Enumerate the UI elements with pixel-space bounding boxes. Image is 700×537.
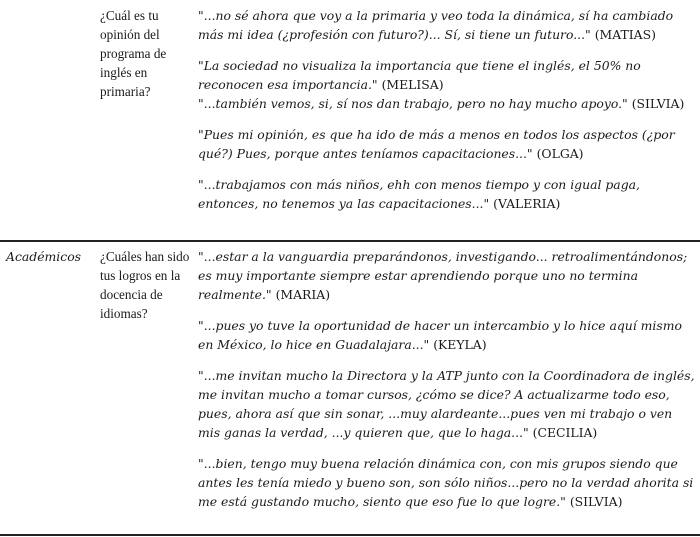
category-cell: Académicos xyxy=(6,249,82,264)
quote xyxy=(198,454,696,511)
quote-speaker: (CECILIA) xyxy=(532,425,598,440)
quote-speaker: (OLGA) xyxy=(536,146,584,161)
quote-text: "...pues yo tuve la oportunidad de hacer un intercambio y lo hice aquí mismo en México, lo hice en Guadalajara..." xyxy=(198,318,682,352)
quote-speaker: (SILVIA) xyxy=(569,494,623,509)
quote xyxy=(198,175,696,213)
quote-speaker: (VALERIA) xyxy=(493,196,561,211)
table-bottom-rule xyxy=(0,534,700,536)
quote-speaker: (MELISA) xyxy=(381,77,444,92)
quote-text: "...no sé ahora que voy a la primaria y veo toda la dinámica, sí ha cambiado más mi idea (¿profesión con futuro?)... Sí, si tiene un futuro..." xyxy=(198,8,674,42)
quote-text: "...trabajamos con más niños, ehh con menos tiempo y con igual paga, entonces, no tenemos ya las capacitaciones..." xyxy=(198,177,640,211)
quote-text: "...bien, tengo muy buena relación dinámica con, con mis grupos siendo que antes les tenía miedo y bueno son, son sólo niños...pero no la verdad ahorita si me está gustando mucho, siento que eso fue lo que logre." xyxy=(198,456,694,509)
quote-text: "...también vemos, si, sí nos dan trabajo, pero no hay mucho apoyo." xyxy=(198,96,628,111)
quote xyxy=(198,316,696,354)
quote-text: "...estar a la vanguardia preparándonos, investigando... retroalimentándonos; es muy importante siempre estar aprendiendo porque uno no termina realmente." xyxy=(198,249,688,302)
quote xyxy=(198,56,696,94)
question-cell: ¿Cuáles han sido tus logros en la docencia de idiomas? xyxy=(100,249,190,321)
question-cell: ¿Cuál es tu opinión del programa de inglés en primaria? xyxy=(100,8,167,99)
quote xyxy=(198,247,696,304)
quote-text: "La sociedad no visualiza la importancia que tiene el inglés, el 50% no reconocen esa importancia." xyxy=(198,58,641,92)
quote-text: "...me invitan mucho la Directora y la ATP junto con la Coordinadora de inglés, me invitan mucho a tomar cursos, ¿cómo se dice? A actualizarme todo eso, pues, ahora así que sin sonar, ...muy alardeante...pues ven mi trabajo o ven mis ganas la verdad, ...y quieren que, que lo haga..." xyxy=(198,368,695,440)
quote xyxy=(198,94,696,113)
quote-speaker: (KEYLA) xyxy=(433,337,487,352)
row-divider xyxy=(0,240,700,242)
table-row xyxy=(0,243,700,537)
quote xyxy=(198,366,696,442)
quote xyxy=(198,6,696,44)
quote-speaker: (MARIA) xyxy=(275,287,331,302)
table-row xyxy=(0,0,700,240)
quote-speaker: (MATIAS) xyxy=(594,27,656,42)
quote xyxy=(198,125,696,163)
quotes-cell xyxy=(198,247,696,523)
quote-speaker: (SILVIA) xyxy=(631,96,685,111)
quote-text: "Pues mi opinión, es que ha ido de más a menos en todos los aspectos (¿por qué?) Pues, porque antes teníamos capacitaciones..." xyxy=(198,127,675,161)
quotes-cell xyxy=(198,6,696,225)
